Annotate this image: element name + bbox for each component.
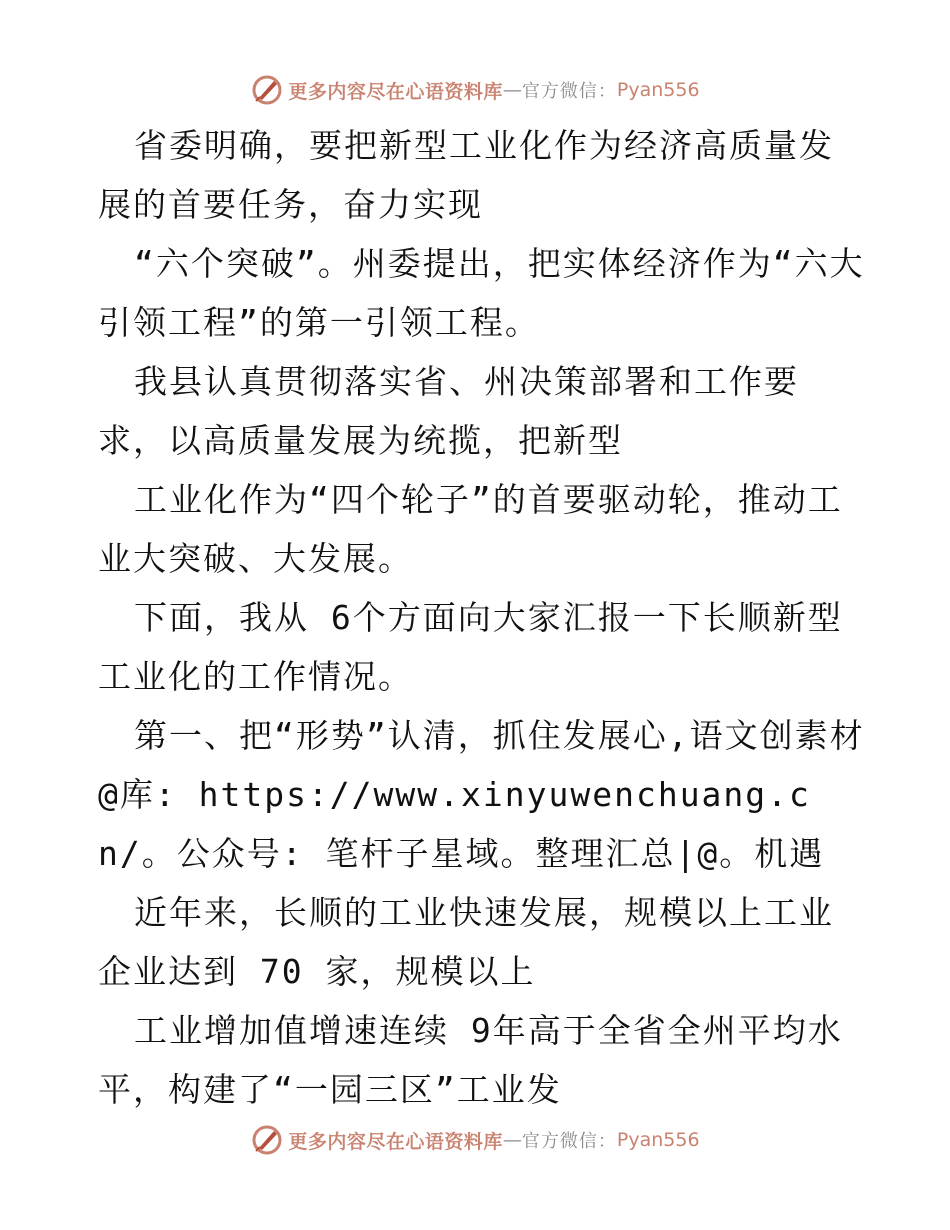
document-body xyxy=(98,116,868,1119)
watermark-brand: 更多内容尽在心语资料库 xyxy=(288,1130,503,1153)
watermark-wechat-id: Pyan556 xyxy=(616,1129,700,1151)
watermark-wechat-id: Pyan556 xyxy=(616,79,700,101)
watermark-separator: — xyxy=(502,79,522,101)
footer-watermark xyxy=(0,1120,950,1160)
quill-circle-logo-icon xyxy=(250,1123,284,1157)
watermark-official-label: 官方微信： xyxy=(521,1131,617,1152)
paragraph-6: 第一、把“形势”认清，抓住发展心,语文创素材@库: https://www.xinyuwenchuang.cn/。公众号: 笔杆子星域。整理汇总|@。机遇 xyxy=(98,716,865,873)
quill-circle-logo-icon xyxy=(250,73,284,107)
paragraph-7: 近年来，长顺的工业快速发展，规模以上工业企业达到 70 家，规模以上 xyxy=(98,893,834,991)
header-watermark xyxy=(0,70,950,110)
watermark-brand: 更多内容尽在心语资料库 xyxy=(288,80,503,103)
paragraph-2: “六个突破”。州委提出，把实体经济作为“六大引领工程”的第一引领工程。 xyxy=(98,244,865,342)
watermark-separator: — xyxy=(502,1129,522,1151)
watermark-official-label: 官方微信： xyxy=(521,81,617,102)
paragraph-1: 省委明确，要把新型工业化作为经济高质量发展的首要任务，奋力实现 xyxy=(98,126,834,224)
paragraph-4: 工业化作为“四个轮子”的首要驱动轮，推动工业大突破、大发展。 xyxy=(98,480,843,578)
paragraph-3: 我县认真贯彻落实省、州决策部署和工作要求，以高质量发展为统揽，把新型 xyxy=(98,362,799,460)
paragraph-8: 工业增加值增速连续 9年高于全省全州平均水平，构建了“一园三区”工业发 xyxy=(98,1011,843,1109)
paragraph-5: 下面，我从 6个方面向大家汇报一下长顺新型工业化的工作情况。 xyxy=(98,598,843,696)
